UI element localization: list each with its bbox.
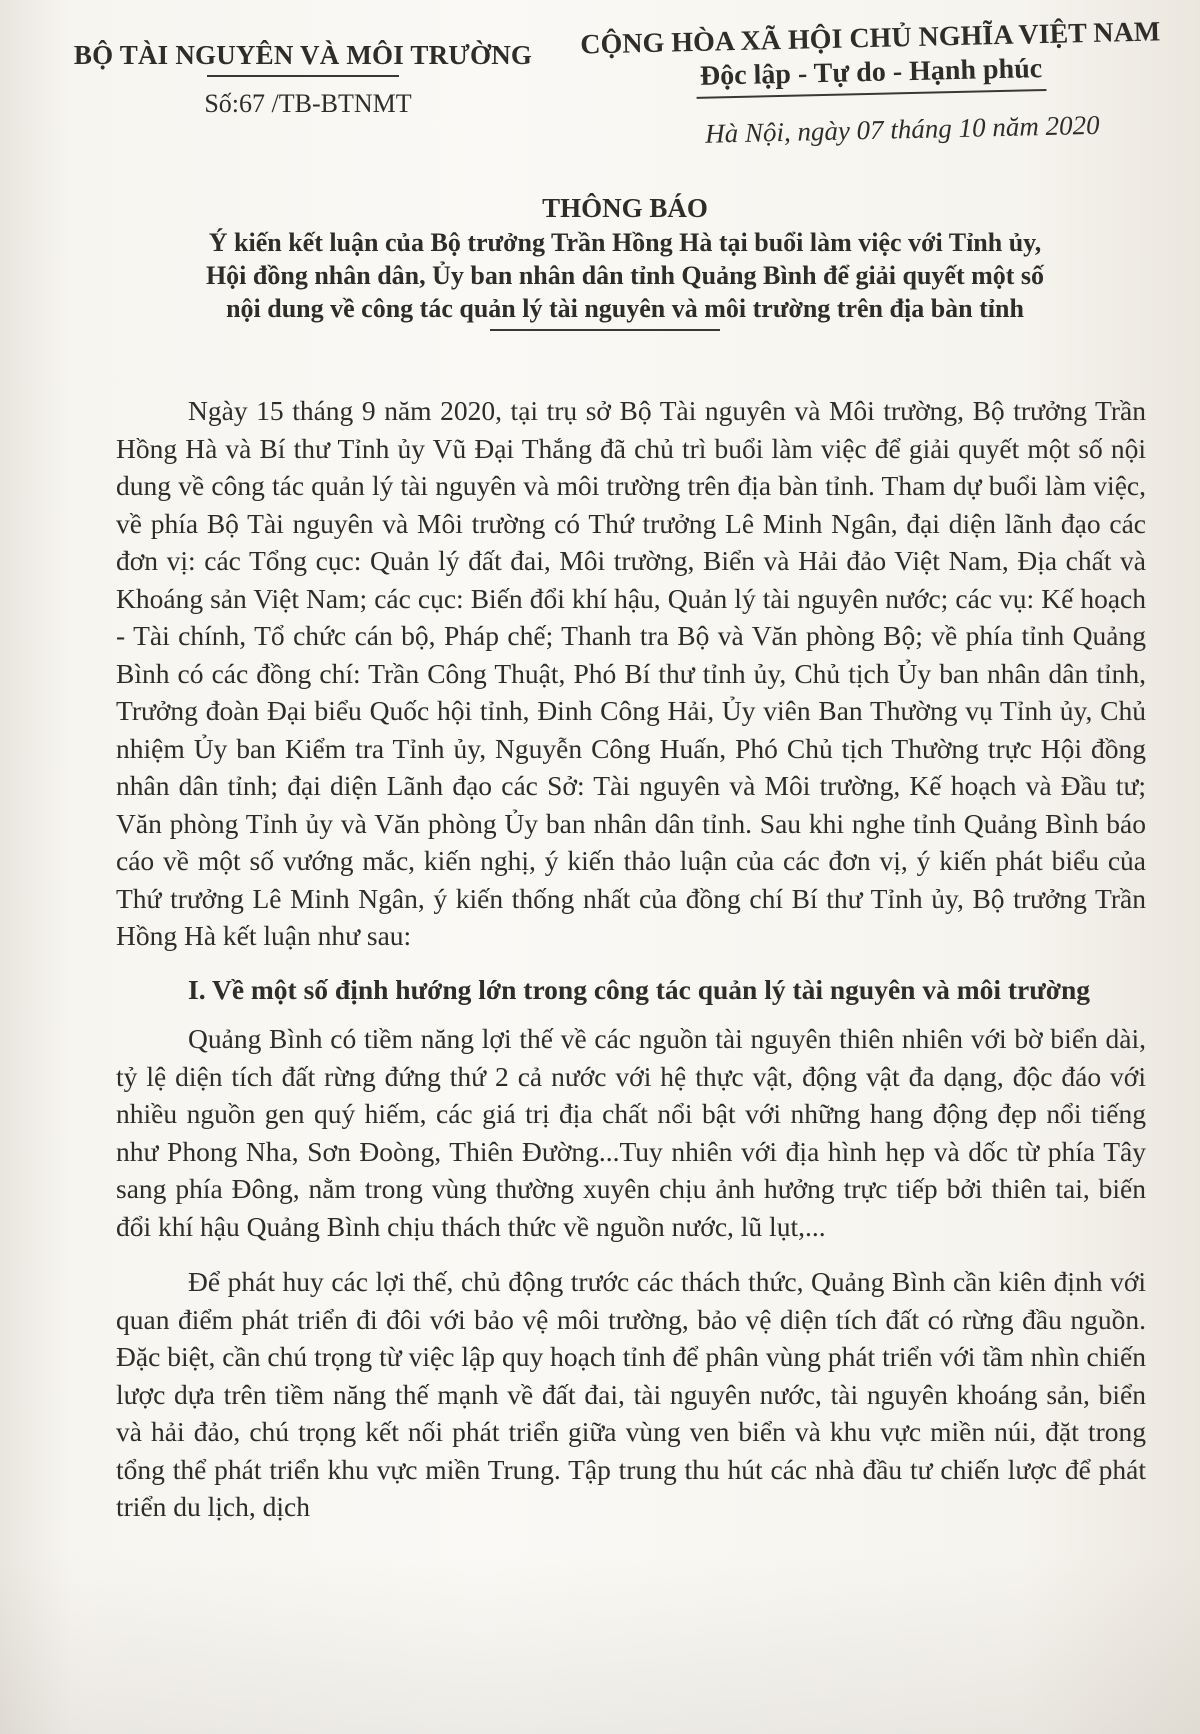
issue-date: Hà Nội, ngày 07 tháng 10 năm 2020 — [704, 109, 1100, 149]
national-header-block — [560, 16, 1183, 153]
subject-underline — [490, 329, 720, 331]
agency-underline — [207, 75, 399, 77]
document-title-block — [100, 193, 1150, 331]
national-motto: Độc lập - Tự do - Hạnh phúc — [699, 53, 1043, 92]
body-paragraph: Để phát huy các lợi thế, chủ động trước các thách thức, Quảng Bình cần kiên định với quan điểm phát triển đi đôi với bảo vệ môi trường, bảo vệ diện tích đất có rừng đầu nguồn. Đặc biệt, cần chú trọng từ việc lập quy hoạch tỉnh để phân vùng phát triển với tầm nhìn chiến lược dựa trên tiềm năng thế mạnh về đất đai, tài nguyên nước, tài nguyên khoáng sản, biển và hải đảo, chú trọng kết nối phát triển giữa vùng ven biển và khu vực miền núi, đặt trong tổng thể phát triển khu vực miền Trung. Tập trung thu hút các nhà đầu tư chiến lược để phát triển du lịch, dịch — [116, 1266, 1146, 1522]
document-number: Số:67 /TB-BTNMT — [204, 89, 412, 118]
subject-line: nội dung về công tác quản lý tài nguyên và môi trường trên địa bàn tỉnh — [226, 294, 1024, 323]
document-type: THÔNG BÁO — [542, 193, 708, 223]
photo-shadow — [0, 1554, 1200, 1734]
issuing-agency-block — [58, 40, 548, 119]
document-header — [0, 16, 1200, 180]
agency-name: BỘ TÀI NGUYÊN VÀ MÔI TRƯỜNG — [73, 40, 533, 70]
body-paragraph: Quảng Bình có tiềm năng lợi thế về các nguồn tài nguyên thiên nhiên với bờ biển dài, tỷ lệ diện tích đất rừng đứng thứ 2 cả nước với hệ thực vật, động vật đa dạng, độc đáo với nhiều nguồn gen quý hiếm, các giá trị địa chất nổi bật với những hang động đẹp nổi tiếng như Phong Nha, Sơn Đoòng, Thiên Đường...Tuy nhiên với địa hình hẹp và dốc từ phía Tây sang phía Đông, nằm trong vùng thường xuyên chịu ảnh hưởng trực tiếp bởi thiên tai, biến đổi khí hậu Quảng Bình chịu thách thức về nguồn nước, lũ lụt,... — [116, 1023, 1146, 1242]
nation-name: CỘNG HÒA XÃ HỘI CHỦ NGHĨA VIỆT NAM — [579, 16, 1161, 61]
body-paragraph: Ngày 15 tháng 9 năm 2020, tại trụ sở Bộ Tài nguyên và Môi trường, Bộ trưởng Trần Hồng Hà và Bí thư Tỉnh ủy Vũ Đại Thắng đã chủ trì buổi làm việc để giải quyết một số nội dung về công tác quản lý tài nguyên và môi trường trên địa bàn tỉnh. Tham dự buổi làm việc, về phía Bộ Tài nguyên và Môi trường có Thứ trưởng Lê Minh Ngân, đại diện lãnh đạo các đơn vị: các Tổng cục: Quản lý đất đai, Môi trường, Biển và Hải đảo Việt Nam, Địa chất và Khoáng sản Việt Nam; các cục: Biến đổi khí hậu, Quản lý tài nguyên nước; các vụ: Kế hoạch - Tài chính, Tổ chức cán bộ, Pháp chế; Thanh tra Bộ và Văn phòng Bộ; về phía tỉnh Quảng Bình có các đồng chí: Trần Công Thuật, Phó Bí thư tỉnh ủy, Chủ tịch Ủy ban nhân dân tỉnh, Trưởng đoàn Đại biểu Quốc hội tỉnh, Đinh Công Hải, Ủy viên Ban Thường vụ Tỉnh ủy, Chủ nhiệm Ủy ban Kiểm tra Tỉnh ủy, Nguyễn Công Huấn, Phó Chủ tịch Thường trực Hội đồng nhân dân tỉnh; đại diện Lãnh đạo các Sở: Tài nguyên và Môi trường, Kế hoạch và Đầu tư; Văn phòng Tỉnh ủy và Văn phòng Ủy ban nhân dân tỉnh. Sau khi nghe tỉnh Quảng Bình báo cáo về một số vướng mắc, kiến nghị, ý kiến thảo luận của các đơn vị, ý kiến phát biểu của Thứ trưởng Lê Minh Ngân, ý kiến thống nhất của đồng chí Bí thư Tỉnh ủy, Bộ trưởng Trần Hồng Hà kết luận như sau: — [116, 395, 1146, 951]
subject-line: Ý kiến kết luận của Bộ trưởng Trần Hồng Hà tại buổi làm việc với Tỉnh ủy, — [208, 228, 1042, 257]
document-body — [116, 392, 1146, 1526]
subject-line: Hội đồng nhân dân, Ủy ban nhân dân tỉnh Quảng Bình để giải quyết một số — [205, 261, 1045, 290]
section-heading: I. Về một số định hướng lớn trong công tác quản lý tài nguyên và môi trường — [188, 973, 1091, 1005]
document-subject — [100, 226, 1150, 325]
